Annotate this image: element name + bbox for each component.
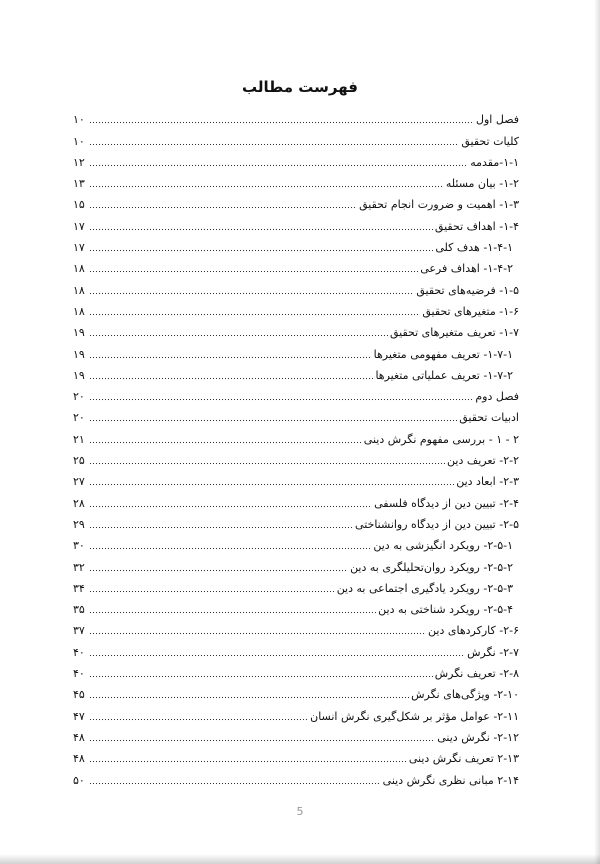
- toc-page-number: ۴۸: [73, 730, 85, 744]
- toc-dot-leader: [89, 377, 373, 380]
- toc-entry[interactable]: [73, 298, 519, 319]
- toc-entry[interactable]: [73, 617, 519, 638]
- toc-page-number: ۲۵: [73, 454, 85, 468]
- toc-entry-title: فصل اول: [476, 113, 519, 127]
- toc-page-number: ۲۱: [73, 432, 85, 446]
- toc-entry-title: ۱-۱-مقدمه: [470, 155, 519, 169]
- toc-entry-title: ۲-۴- تبیین دین از دیدگاه فلسفی: [374, 496, 519, 510]
- toc-dot-leader: [89, 292, 414, 295]
- toc-entry-title: ۲-۱۳ تعریف نگرش دینی: [408, 752, 519, 766]
- toc-entry-title: ۲-۵- تبیین دین از دیدگاه روانشناختی: [355, 517, 519, 531]
- toc-dot-leader: [89, 632, 426, 635]
- toc-entry-title: ۲-۸- تعریف نگرش: [434, 667, 519, 681]
- toc-entry[interactable]: [73, 638, 519, 659]
- toc-dot-leader: [89, 206, 357, 209]
- toc-entry[interactable]: [73, 511, 519, 532]
- toc-dot-leader: [89, 185, 444, 188]
- toc-entry[interactable]: [73, 255, 519, 276]
- toc-entry[interactable]: [73, 234, 519, 255]
- toc-dot-leader: [89, 143, 459, 146]
- toc-page-number: ۱۹: [73, 347, 85, 361]
- toc-entry[interactable]: [73, 553, 519, 574]
- toc-entry-title: ۲-۱۱- عوامل مؤثر بر شکل‌گیری نگرش انسان: [310, 709, 519, 723]
- toc-entry-title: ۱-۷-۱- تعریف مفهومی متغیرها: [373, 347, 513, 361]
- toc-entry[interactable]: [73, 191, 519, 212]
- toc-dot-leader: [89, 675, 433, 678]
- toc-page-number: ۳۷: [73, 624, 85, 638]
- toc-dot-leader: [89, 526, 353, 529]
- toc-page-number: ۴۷: [73, 709, 85, 723]
- toc-page-number: ۱۷: [73, 241, 85, 255]
- toc-entry[interactable]: [73, 745, 519, 766]
- toc-title: فهرست مطالب: [242, 78, 358, 96]
- toc-entry-title: ۱-۵- فرضیه‌های تحقیق: [416, 283, 519, 297]
- toc-page-number: ۲۰: [73, 390, 85, 404]
- toc-page-number: ۴۵: [73, 688, 85, 702]
- toc-entry-title: ۲-۵-۳- رویکرد یادگیری اجتماعی به دین: [336, 581, 513, 595]
- toc-entry[interactable]: [73, 596, 519, 617]
- toc-entry[interactable]: [73, 404, 519, 425]
- toc-entry[interactable]: [73, 362, 519, 383]
- toc-entry-title: ۱-۳- اهمیت و ضرورت انجام تحقیق: [359, 198, 519, 212]
- toc-entry-title: ادبیات تحقیق: [459, 411, 519, 425]
- page-bottom-shadow: [0, 854, 600, 864]
- toc-dot-leader: [89, 760, 407, 763]
- toc-entry-title: ۲-۵-۴- رویکرد شناختی به دین: [378, 603, 513, 617]
- toc-dot-leader: [89, 505, 372, 508]
- toc-entry[interactable]: [73, 170, 519, 191]
- toc-dot-leader: [89, 356, 372, 359]
- toc-entry-title: ۱-۴- اهداف تحقیق: [434, 219, 519, 233]
- toc-page-number: ۱۸: [73, 304, 85, 318]
- toc-entry-title: ۲-۵-۱- رویکرد انگیزشی به دین: [373, 539, 513, 553]
- toc-dot-leader: [89, 249, 433, 252]
- toc-entry[interactable]: [73, 340, 519, 361]
- toc-entry-title: ۲-۵-۲- رویکرد روان‌تحلیلگری به دین: [350, 560, 513, 574]
- toc-dot-leader: [89, 590, 335, 593]
- toc-page-number: ۱۵: [73, 198, 85, 212]
- toc-entry-title: ۲ - ۱ - بررسی مفهوم نگرش دینی: [363, 432, 519, 446]
- toc-page-number: ۱۹: [73, 326, 85, 340]
- toc-entry-title: ۲-۶- کارکردهای دین: [428, 624, 519, 638]
- toc-dot-leader: [89, 739, 435, 742]
- toc-page-number: ۱۸: [73, 262, 85, 276]
- toc-entry[interactable]: [73, 468, 519, 489]
- toc-page-number: ۴۰: [73, 645, 85, 659]
- toc-page-number: ۳۰: [73, 539, 85, 553]
- toc-entry[interactable]: [73, 319, 519, 340]
- toc-entry[interactable]: [73, 127, 519, 148]
- toc-dot-leader: [89, 419, 457, 422]
- toc-entry-title: ۲-۲- تعریف دین: [447, 454, 519, 468]
- toc-dot-leader: [89, 718, 308, 721]
- toc-dot-leader: [89, 611, 376, 614]
- table-of-contents: [73, 106, 519, 788]
- toc-entry[interactable]: [73, 149, 519, 170]
- toc-entry[interactable]: [73, 212, 519, 233]
- toc-page-number: ۲۰: [73, 411, 85, 425]
- toc-page-number: ۱۷: [73, 219, 85, 233]
- toc-dot-leader: [89, 228, 433, 231]
- toc-dot-leader: [89, 569, 348, 572]
- toc-page-number: ۱۰: [73, 113, 85, 127]
- toc-entry[interactable]: [73, 106, 519, 127]
- toc-entry[interactable]: [73, 660, 519, 681]
- toc-dot-leader: [89, 696, 409, 699]
- toc-page-number: ۴۰: [73, 667, 85, 681]
- toc-page-number: ۱۲: [73, 155, 85, 169]
- toc-page-number: ۳۴: [73, 581, 85, 595]
- toc-dot-leader: [89, 782, 381, 785]
- toc-page-number: ۱۰: [73, 134, 85, 148]
- toc-dot-leader: [89, 121, 474, 124]
- toc-page-number: ۱۸: [73, 283, 85, 297]
- toc-entry[interactable]: [73, 447, 519, 468]
- toc-entry-title: ۲-۱۴ مبانی نظری نگرش دینی: [382, 773, 519, 787]
- toc-dot-leader: [89, 483, 454, 486]
- toc-entry[interactable]: [73, 681, 519, 702]
- toc-entry-title: ۲-۱۰- ویژگی‌های نگرش: [411, 688, 519, 702]
- toc-dot-leader: [89, 654, 465, 657]
- toc-entry[interactable]: [73, 724, 519, 745]
- toc-dot-leader: [89, 270, 418, 273]
- toc-page-number: ۲۷: [73, 475, 85, 489]
- toc-page-number: ۳۲: [73, 560, 85, 574]
- toc-entry-title: ۱-۲- بیان مسئله: [445, 177, 519, 191]
- toc-entry-title: ۲-۳- ابعاد دین: [456, 475, 519, 489]
- toc-page-number: ۳۵: [73, 603, 85, 617]
- toc-dot-leader: [89, 462, 445, 465]
- toc-entry[interactable]: [73, 383, 519, 404]
- toc-entry[interactable]: [73, 532, 519, 553]
- toc-entry-title: ۱-۴-۲- اهداف فرعی: [420, 262, 513, 276]
- toc-dot-leader: [89, 164, 468, 167]
- toc-dot-leader: [89, 398, 473, 401]
- toc-dot-leader: [89, 441, 362, 444]
- page-edge-shadow: [594, 0, 600, 864]
- toc-entry-title: ۱-۶- متغیرهای تحقیق: [422, 304, 519, 318]
- toc-entry-title: کلیات تحقیق: [461, 134, 519, 148]
- toc-entry[interactable]: [73, 575, 519, 596]
- toc-entry-title: فصل دوم: [475, 390, 519, 404]
- toc-page-number: ۴۸: [73, 752, 85, 766]
- toc-dot-leader: [89, 547, 371, 550]
- toc-entry-title: ۲-۱۲- نگرش دینی: [437, 730, 519, 744]
- toc-entry[interactable]: [73, 702, 519, 723]
- toc-entry[interactable]: [73, 766, 519, 787]
- toc-entry[interactable]: [73, 425, 519, 446]
- page-number: 5: [296, 805, 304, 818]
- toc-entry[interactable]: [73, 276, 519, 297]
- toc-page-number: ۲۹: [73, 517, 85, 531]
- toc-entry[interactable]: [73, 489, 519, 510]
- toc-entry-title: ۱-۷-۲- تعریف عملیاتی متغیرها: [375, 368, 513, 382]
- toc-entry-title: ۱-۷- تعریف متغیرهای تحقیق: [389, 326, 519, 340]
- toc-page-number: ۱۳: [73, 177, 85, 191]
- toc-entry-title: ۲-۷- نگرش: [467, 645, 519, 659]
- toc-entry-title: ۱-۴-۱- هدف کلی: [435, 241, 513, 255]
- toc-dot-leader: [89, 334, 388, 337]
- toc-page-number: ۲۸: [73, 496, 85, 510]
- toc-page-number: ۱۹: [73, 368, 85, 382]
- toc-dot-leader: [89, 313, 420, 316]
- toc-page-number: ۵۰: [73, 773, 85, 787]
